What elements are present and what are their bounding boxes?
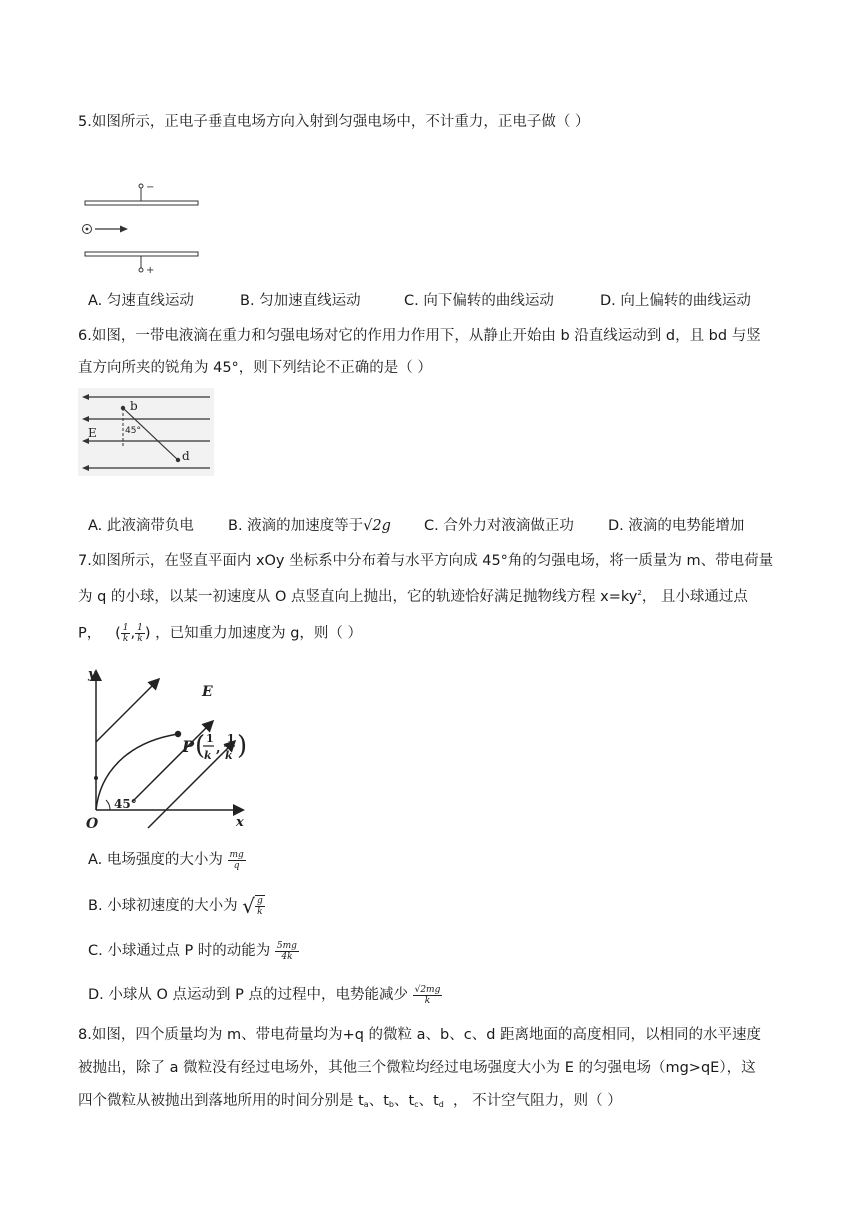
q7-option-c-num: 5mg bbox=[276, 940, 297, 951]
q7-origin-label: O bbox=[86, 816, 99, 832]
q7-point-y-num: 1 bbox=[137, 623, 143, 633]
q7-angle-label: 45° bbox=[114, 797, 137, 811]
q7-exponent: 2 bbox=[637, 589, 642, 597]
q6-option-b[interactable] bbox=[228, 516, 391, 536]
q7-stem-line2 bbox=[78, 583, 748, 607]
q7-E-label: E bbox=[202, 684, 213, 700]
q7-stem-line2-a: 为 q 的小球，以某一初速度从 O 点竖直向上抛出，它的轨迹恰好满足抛物线方程 x=ky bbox=[78, 589, 638, 605]
q7-option-b-num: g bbox=[257, 896, 263, 906]
q7-figure bbox=[82, 662, 254, 832]
q7-option-a[interactable] bbox=[88, 849, 246, 871]
q5-neg-label: − bbox=[146, 182, 155, 193]
q7-P-x-num: 1 bbox=[206, 732, 214, 745]
q7-stem-line2-b: ， 且小球通过点 bbox=[641, 589, 748, 605]
q5-stem: 5.如图所示，正电子垂直电场方向入射到匀强电场中，不计重力，正电子做（ ） bbox=[78, 114, 590, 130]
q7-option-d[interactable] bbox=[88, 984, 442, 1006]
q7-option-d-frac bbox=[413, 985, 443, 1006]
q5-pos-label: + bbox=[146, 265, 155, 276]
q7-option-b-radical: √ bbox=[242, 894, 256, 918]
q7-option-c[interactable] bbox=[88, 940, 299, 962]
q7-P-paren-left: ( bbox=[195, 731, 206, 761]
q6-option-b-text: B. 液滴的加速度等于 bbox=[228, 518, 364, 534]
q7-P-y-num: 1 bbox=[227, 732, 235, 745]
q8-stem-line3: 四个微粒从被抛出到落地所用的时间分别是 $t_a$、$t_b$、$t_c$、$t_d$ ， 不计空气阻力，则（ ） bbox=[78, 1093, 622, 1109]
q6-option-a[interactable]: A. 此液滴带负电 bbox=[88, 518, 194, 534]
q6-option-b-math: √2g bbox=[363, 518, 391, 534]
q7-P-x-den: k bbox=[204, 749, 212, 762]
q8-sub-a: a bbox=[363, 1100, 369, 1109]
q7-option-a-text: A. 电场强度的大小为 bbox=[88, 852, 223, 868]
q6-option-d[interactable]: D. 液滴的电势能增加 bbox=[608, 518, 745, 534]
q7-option-c-den: 4k bbox=[281, 951, 293, 962]
q7-stem-line3-a: P， bbox=[78, 625, 102, 642]
q8-sep-1: 、 bbox=[368, 1093, 384, 1109]
q5-option-a[interactable]: A. 匀速直线运动 bbox=[88, 293, 194, 309]
q8-sub-d: d bbox=[438, 1100, 444, 1109]
q6-angle-label: 45° bbox=[125, 426, 141, 436]
q7-P-paren-right: ) bbox=[237, 731, 248, 761]
q5-option-c[interactable]: C. 向下偏转的曲线运动 bbox=[404, 293, 554, 309]
q5-option-d[interactable]: D. 向上偏转的曲线运动 bbox=[600, 293, 751, 309]
q7-point-y-den: k bbox=[137, 634, 143, 644]
q7-option-b-frac bbox=[255, 895, 265, 917]
q8-stem-line3-b: ， 不计空气阻力，则（ ） bbox=[453, 1093, 622, 1109]
q6-figure bbox=[78, 388, 214, 476]
q8-stem-line1: 8.如图，四个质量均为 m、带电荷量均为+q 的微粒 a、b、c、d 距离地面的高度相同，以相同的水平速度 bbox=[78, 1027, 762, 1043]
q7-option-a-frac bbox=[228, 850, 246, 871]
q5-option-b[interactable]: B. 匀加速直线运动 bbox=[240, 293, 361, 309]
q7-point-x-den: k bbox=[122, 634, 129, 644]
q6-stem-line1: 6.如图，一带电液滴在重力和匀强电场对它的作用力作用下，从静止开始由 b 沿直线运动到 d，且 bd 与竖 bbox=[78, 328, 761, 344]
q6-d-label: d bbox=[182, 449, 190, 463]
q7-option-a-num: mg bbox=[229, 849, 244, 860]
q7-stem-line3: P， ( $\frac{1}{k}$ , $\frac{1}{k}$ ) ，已知重力加速度为 g，则（ ） bbox=[78, 623, 363, 644]
q6-E-label: E bbox=[88, 426, 97, 440]
q8-sep-3: 、 bbox=[418, 1093, 434, 1109]
q8-sub-b: b bbox=[388, 1100, 394, 1109]
q7-option-b-den: k bbox=[257, 907, 263, 917]
q7-point-x bbox=[121, 623, 131, 644]
q7-point-y bbox=[135, 623, 145, 644]
q7-stem-line1: 7.如图所示，在竖直平面内 xOy 坐标系中分布着与水平方向成 45°角的匀强电场，将一质量为 m、带电荷量 bbox=[78, 553, 774, 569]
q8-sep-2: 、 bbox=[393, 1093, 409, 1109]
q7-option-d-den: k bbox=[424, 995, 431, 1006]
q7-point-x-num: 1 bbox=[122, 623, 129, 633]
q8-sub-c: c bbox=[414, 1100, 419, 1109]
q7-x-axis-label: x bbox=[236, 815, 244, 830]
q6-b-label: b bbox=[130, 399, 138, 413]
q7-option-b-text: B. 小球初速度的大小为 bbox=[88, 898, 238, 914]
q7-option-a-den: q bbox=[233, 860, 240, 871]
q7-P-label: P bbox=[182, 737, 195, 756]
q7-y-axis-label: y bbox=[88, 667, 96, 682]
svg-text:,: , bbox=[216, 741, 221, 756]
q6-option-c[interactable]: C. 合外力对液滴做正功 bbox=[424, 518, 574, 534]
q7-option-b[interactable] bbox=[88, 895, 265, 917]
q7-option-c-frac bbox=[275, 941, 299, 962]
q8-stem-line3-a: 四个微粒从被抛出到落地所用的时间分别是 t bbox=[78, 1093, 364, 1109]
q5-figure bbox=[80, 180, 204, 276]
q7-option-d-text: D. 小球从 O 点运动到 P 点的过程中，电势能减少 bbox=[88, 987, 408, 1003]
q7-option-c-text: C. 小球通过点 P 时的动能为 bbox=[88, 943, 271, 959]
q7-P-y-den: k bbox=[225, 749, 233, 762]
q6-stem-line2: 直方向所夹的锐角为 45°，则下列结论不正确的是（ ） bbox=[78, 360, 432, 376]
q8-stem-line2: 被抛出，除了 a 微粒没有经过电场外，其他三个微粒均经过电场强度大小为 E 的匀强电场（mg>qE），这 bbox=[78, 1060, 756, 1076]
q7-option-d-num: √2mg bbox=[414, 984, 441, 995]
q7-stem-line3-b: ，已知重力加速度为 g，则（ ） bbox=[155, 625, 363, 642]
